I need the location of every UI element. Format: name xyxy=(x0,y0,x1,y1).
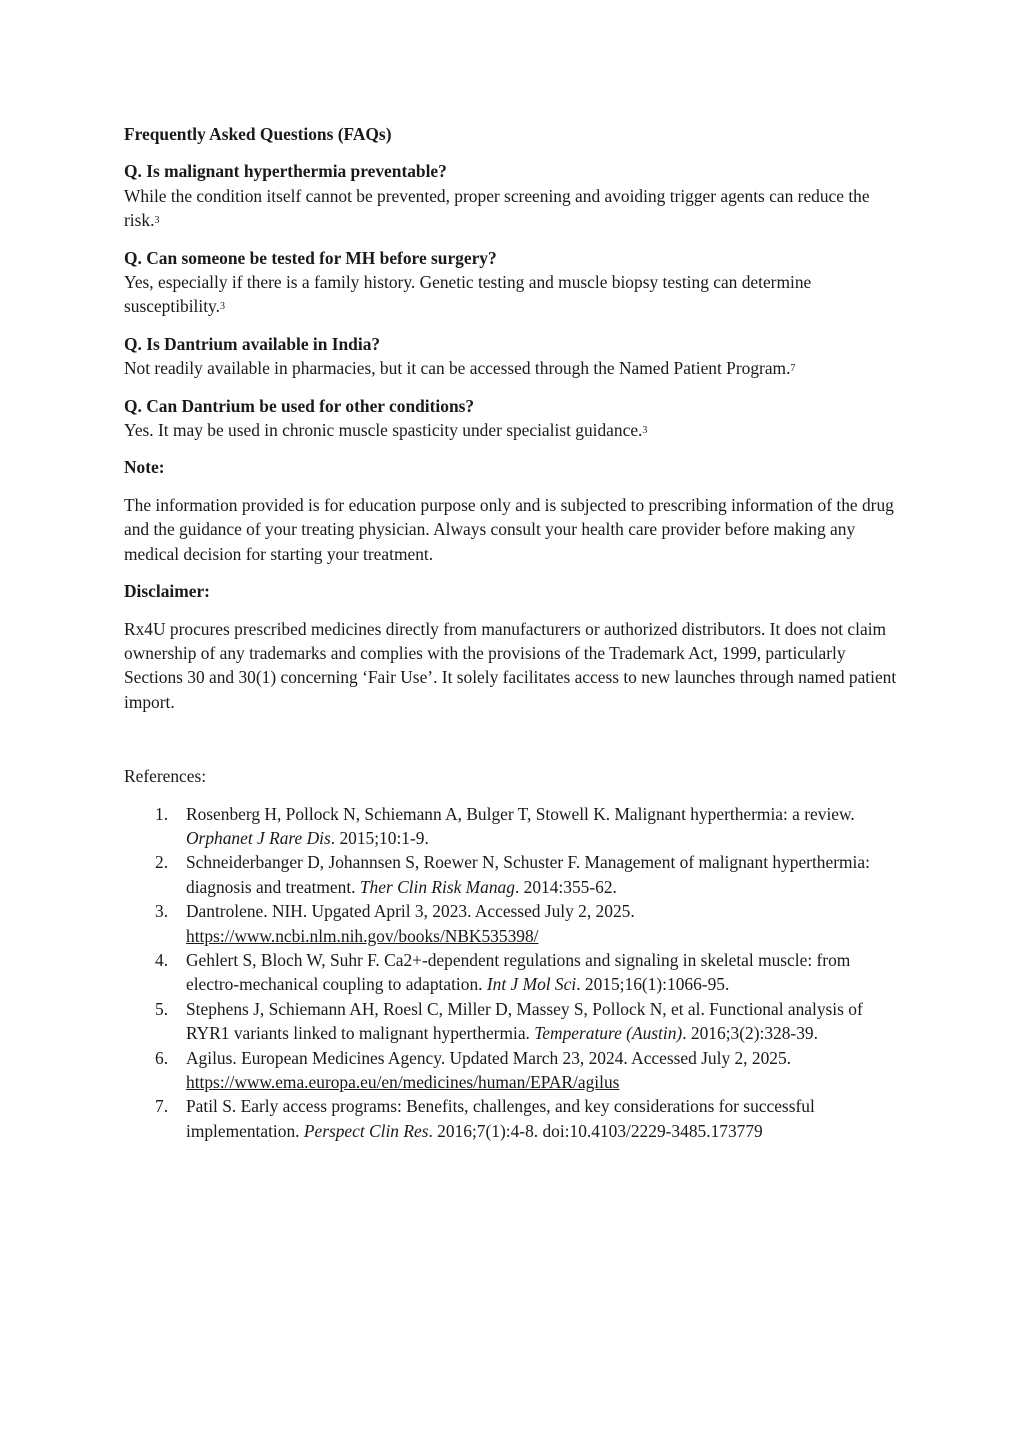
reference-text: Patil S. Early access programs: Benefits, challenges, and key considerations for successful implementation. xyxy=(186,1096,815,1141)
page-title: Frequently Asked Questions (FAQs) xyxy=(124,124,392,144)
references-label: References: xyxy=(124,766,207,787)
faq-answer-text: While the condition itself cannot be prevented, proper screening and avoiding trigger agents can reduce the risk. xyxy=(124,185,870,231)
faq-answer-text: Yes. It may be used in chronic muscle spasticity under specialist guidance. xyxy=(124,420,643,441)
faq-question: Q. Can Dantrium be used for other conditions? xyxy=(124,395,475,416)
faq-citation: 3 xyxy=(219,301,225,313)
reference-journal: Ther Clin Risk Manag xyxy=(359,876,515,897)
reference-item xyxy=(124,850,904,899)
reference-journal: Perspect Clin Res xyxy=(303,1120,429,1141)
reference-text: Stephens J, Schiemann AH, Roesl C, Miller D, Massey S, Pollock N, et al. Functional analysis of RYR1 variants linked to malignant hyperthermia. xyxy=(186,998,863,1044)
reference-journal: Temperature (Austin) xyxy=(534,1023,683,1044)
reference-journal: Int J Mol Sci xyxy=(486,974,577,995)
references-list xyxy=(124,802,904,1144)
reference-number: 2. xyxy=(155,852,169,873)
faq-item-availability xyxy=(124,332,904,381)
faq-answer xyxy=(124,270,904,319)
reference-item xyxy=(124,899,904,948)
reference-number: 7. xyxy=(155,1096,169,1117)
reference-details: . 2015;10:1-9. xyxy=(330,827,429,848)
reference-details: . 2016;3(2):328-39. xyxy=(682,1023,818,1044)
faq-citation: 7 xyxy=(790,363,796,375)
faq-answer xyxy=(124,184,904,233)
reference-item xyxy=(124,997,904,1046)
reference-number: 3. xyxy=(155,901,169,922)
reference-item xyxy=(124,1094,904,1143)
reference-details: . 2016;7(1):4-8. doi:10.4103/2229-3485.173779 xyxy=(428,1120,763,1141)
faq-citation: 3 xyxy=(642,425,648,437)
faq-question: Q. Is Dantrium available in India? xyxy=(124,333,381,354)
reference-link[interactable]: https://www.ncbi.nlm.nih.gov/books/NBK535398/ xyxy=(186,925,539,946)
disclaimer-text: Rx4U procures prescribed medicines directly from manufacturers or authorized distributors. It does not claim ownership of any trademarks and complies with the provisions of the Trademark Act, 1999, particularly Sections 30 and 30(1) concerning ‘Fair Use’. It solely facilitates access to new launches through named patient import. xyxy=(124,618,897,712)
document-page xyxy=(124,122,904,1143)
reference-text: Gehlert S, Bloch W, Suhr F. Ca2+-dependent regulations and signaling in skeletal muscle: from electro-mechanical coupling to adaptation. xyxy=(186,949,851,995)
note-label: Note: xyxy=(124,457,165,478)
reference-number: 4. xyxy=(155,949,169,970)
faq-answer-text: Not readily available in pharmacies, but it can be accessed through the Named Patient Program. xyxy=(124,358,791,379)
reference-number: 1. xyxy=(155,803,169,824)
reference-item xyxy=(124,1046,904,1095)
reference-link[interactable]: https://www.ema.europa.eu/en/medicines/human/EPAR/agilus xyxy=(186,1072,620,1092)
faq-question: Q. Can someone be tested for MH before surgery? xyxy=(124,247,497,268)
reference-journal: Orphanet J Rare Dis xyxy=(186,827,331,848)
faq-answer xyxy=(124,356,904,380)
faq-question: Q. Is malignant hyperthermia preventable? xyxy=(124,161,447,182)
reference-number: 6. xyxy=(155,1047,169,1068)
reference-item xyxy=(124,802,904,851)
reference-text: Dantrolene. NIH. Upgated April 3, 2023. Accessed July 2, 2025. xyxy=(186,901,635,922)
faq-item-testing xyxy=(124,246,904,319)
faq-answer-text: Yes, especially if there is a family history. Genetic testing and muscle biopsy testing can determine susceptibility. xyxy=(124,272,812,317)
faq-item-preventable xyxy=(124,159,904,232)
reference-number: 5. xyxy=(155,998,169,1019)
reference-details: . 2014:355-62. xyxy=(514,876,617,897)
note-text: The information provided is for education purpose only and is subjected to prescribing information of the drug and the guidance of your treating physician. Always consult your health care provider before making any medical decision for starting your treatment. xyxy=(124,494,894,564)
reference-item xyxy=(124,948,904,997)
reference-details: . 2015;16(1):1066-95. xyxy=(576,974,730,995)
disclaimer-label: Disclaimer: xyxy=(124,581,210,602)
faq-citation: 3 xyxy=(154,215,160,227)
faq-answer xyxy=(124,418,904,442)
reference-text: Agilus. European Medicines Agency. Updated March 23, 2024. Accessed July 2, 2025. xyxy=(186,1047,792,1068)
faq-item-other-conditions xyxy=(124,394,904,443)
reference-text: Schneiderbanger D, Johannsen S, Roewer N, Schuster F. Management of malignant hyperthermia: diagnosis and treatment. xyxy=(186,852,870,897)
reference-text: Rosenberg H, Pollock N, Schiemann A, Bulger T, Stowell K. Malignant hyperthermia: a review. xyxy=(186,803,855,824)
